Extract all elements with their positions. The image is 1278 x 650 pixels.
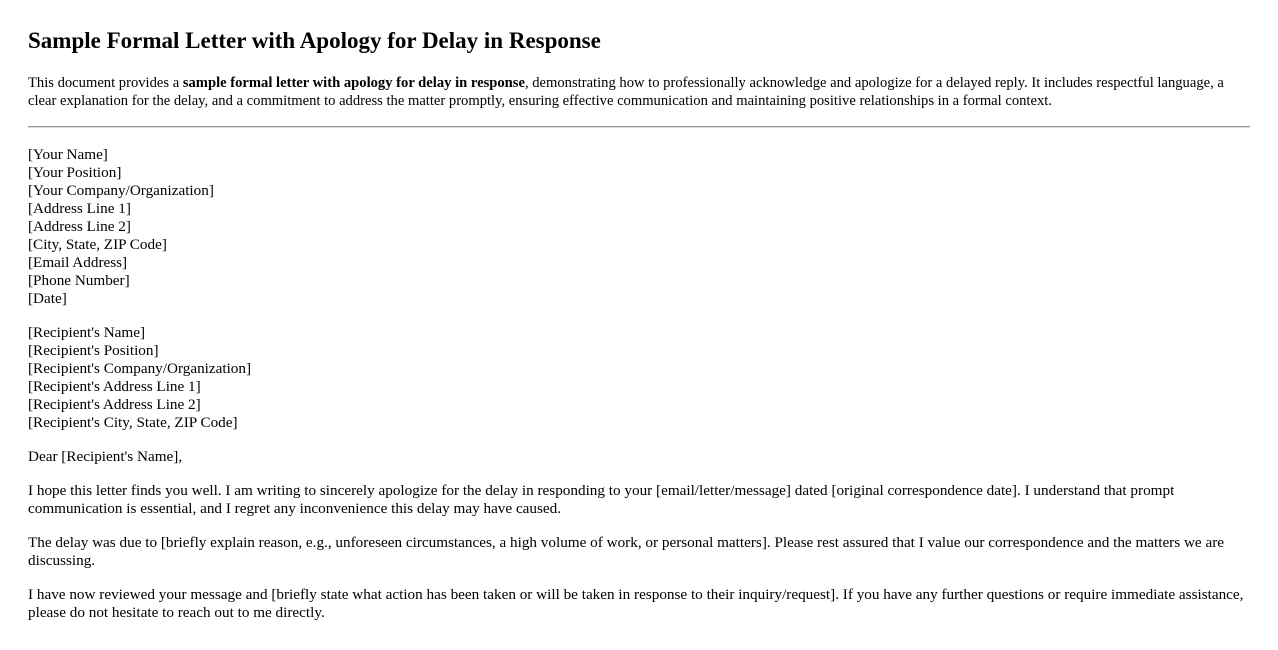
letter-salutation: Dear [Recipient's Name], <box>28 448 183 465</box>
sender-city-state-zip: [City, State, ZIP Code] <box>28 236 167 253</box>
intro-paragraph <box>28 74 1248 110</box>
intro-text-bold: sample formal letter with apology for delay in response <box>182 75 525 91</box>
sender-email: [Email Address] <box>28 254 128 271</box>
document-title: Sample Formal Letter with Apology for Delay in Response <box>28 28 601 53</box>
letter-paragraph-2: The delay was due to [briefly explain reason, e.g., unforeseen circumstances, a high volume of work, or personal matters]. Please rest assured that I value our correspondence and the matters we are discussing. <box>28 534 1224 569</box>
sender-name: [Your Name] <box>28 146 108 163</box>
section-divider <box>28 126 1250 128</box>
letter-paragraph-1: I hope this letter finds you well. I am writing to sincerely apologize for the delay in responding to your [email/letter/message] dated [original correspondence date]. I understand that prompt communication is essential, and I regret any inconvenience this delay may have caused. <box>28 482 1175 517</box>
recipient-address-block <box>28 324 1250 432</box>
recipient-position: [Recipient's Position] <box>28 342 159 359</box>
sender-phone: [Phone Number] <box>28 272 130 289</box>
intro-text-start: This document provides a <box>28 75 183 91</box>
recipient-company: [Recipient's Company/Organization] <box>28 360 252 377</box>
letter-date: [Date] <box>28 290 67 307</box>
sender-address-line-1: [Address Line 1] <box>28 200 131 217</box>
intro-text-end: , demonstrating how to professionally acknowledge and apologize for a delayed reply. It includes respectful language, a clear explanation for the delay, and a commitment to address the matter promptly, ensuring effective communication and maintaining positive relationships in a formal context. <box>28 75 1224 109</box>
sender-address-block <box>28 146 1250 308</box>
sender-position: [Your Position] <box>28 164 122 181</box>
recipient-city-state-zip: [Recipient's City, State, ZIP Code] <box>28 414 238 431</box>
letter-paragraph-3: I have now reviewed your message and [briefly state what action has been taken or will be taken in response to their inquiry/request]. If you have any further questions or require immediate assistance, please do not hesitate to reach out to me directly. <box>28 586 1244 621</box>
sender-address-line-2: [Address Line 2] <box>28 218 131 235</box>
sender-company: [Your Company/Organization] <box>28 182 214 199</box>
recipient-address-line-2: [Recipient's Address Line 2] <box>28 396 201 413</box>
recipient-name: [Recipient's Name] <box>28 324 146 341</box>
recipient-address-line-1: [Recipient's Address Line 1] <box>28 378 201 395</box>
